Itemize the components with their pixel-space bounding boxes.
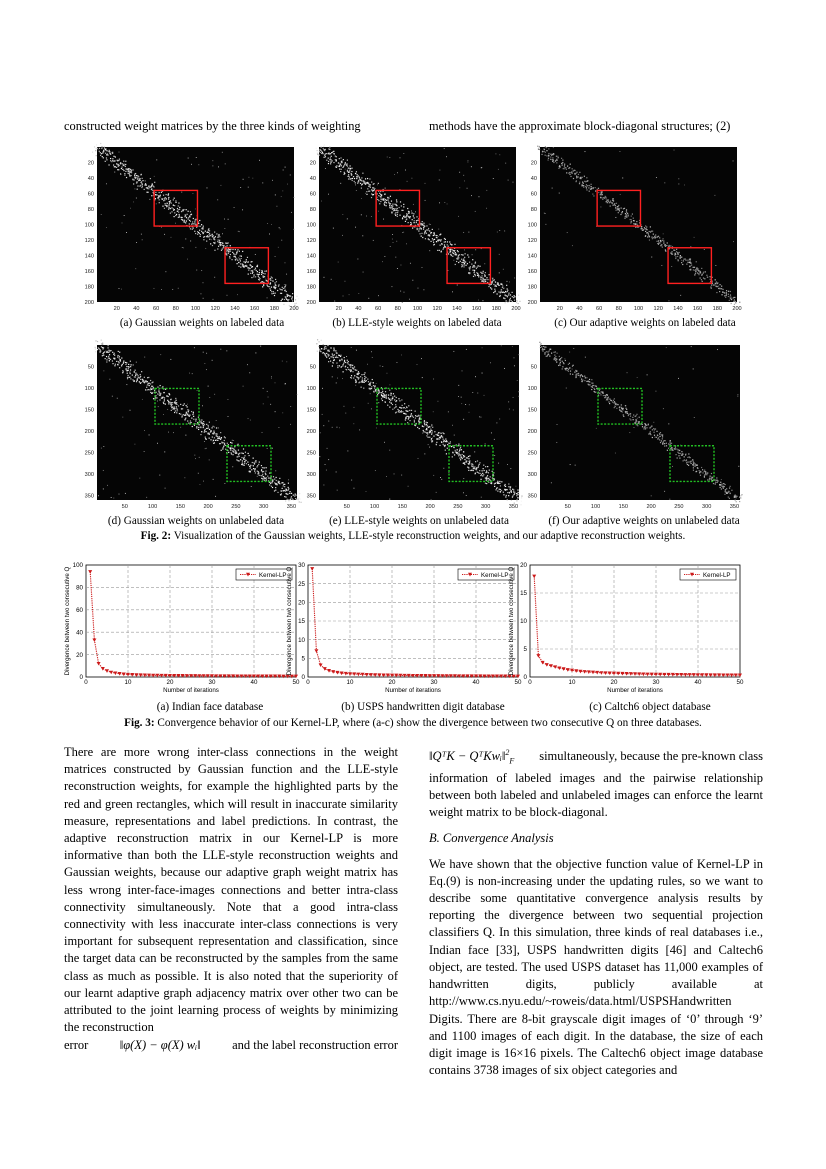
tick-label-x: 300: [258, 504, 269, 510]
tick-label-y: 150: [306, 407, 316, 414]
tick-label-y: 100: [72, 562, 83, 570]
tick-label-x: 20: [388, 679, 396, 686]
tick-label-y: 200: [84, 429, 94, 436]
tick-label-x: 20: [610, 679, 618, 686]
tick-label-x: 10: [346, 679, 354, 686]
tick-label-x: 120: [653, 306, 663, 312]
fig2-caption-e: (e) LLE-style weights on unlabeled data: [329, 515, 509, 527]
legend-label: Kernel-LP: [703, 572, 731, 579]
top-line-right: methods have the approximate block-diagonal structures; (2): [429, 119, 731, 133]
tick-label-y: 250: [84, 450, 94, 457]
tick-label-x: 80: [394, 306, 401, 312]
tick-label-y: 40: [309, 176, 316, 182]
tick-label-x: 20: [166, 679, 174, 686]
tick-label-x: 20: [113, 306, 120, 312]
tick-label-x: 120: [432, 306, 442, 312]
tick-label-x: 10: [568, 679, 576, 686]
tick-label-y: 200: [306, 429, 316, 436]
tick-label-x: 60: [595, 306, 603, 312]
tick-label-x: 150: [397, 504, 408, 510]
fig2-caption-text: Visualization of the Gaussian weights, LLE-style reconstruction weights, and our adaptive reconstruction weights.: [171, 530, 686, 542]
tick-label-x: 40: [133, 306, 140, 312]
tick-label-y: 200: [527, 300, 537, 306]
tick-label-y: 200: [306, 300, 316, 306]
convergence-chart-c: [502, 557, 748, 701]
x-axis-label: Number of iterations: [385, 687, 441, 694]
tick-label-x: 40: [250, 679, 258, 686]
tick-label-y: 300: [527, 472, 537, 479]
tick-label-y: 50: [530, 364, 537, 371]
left-column: [64, 744, 398, 1055]
tick-label-x: 40: [694, 679, 702, 686]
fig2-label: Fig. 2:: [140, 530, 172, 542]
fig3-caption-b: (b) USPS handwritten digit database: [341, 701, 505, 713]
tick-label-x: 200: [425, 504, 435, 510]
tick-label-x: 60: [152, 306, 160, 312]
tick-label-x: 50: [292, 679, 300, 686]
tick-label-y: 150: [527, 407, 537, 414]
tick-label-x: 180: [269, 306, 279, 312]
fig3-caption-a: (a) Indian face database: [156, 701, 264, 713]
tick-label-x: 50: [343, 504, 350, 510]
tick-label-y: 300: [84, 472, 94, 479]
tick-label-y: 80: [309, 207, 316, 213]
tick-label-x: 40: [472, 679, 480, 686]
tick-label-x: 80: [172, 306, 179, 312]
tick-label-y: 20: [530, 160, 537, 167]
tick-label-y: 0: [301, 674, 305, 682]
formula-sub: F: [509, 756, 515, 766]
tick-label-y: 80: [76, 584, 83, 592]
tick-label-y: 5: [523, 646, 527, 654]
weight-matrix-a: [83, 147, 304, 314]
section-heading: B. Convergence Analysis: [429, 831, 554, 846]
tick-label-y: 200: [84, 300, 94, 306]
tick-label-x: 10: [124, 679, 132, 686]
tick-label-y: 160: [84, 269, 94, 275]
tick-label-x: 200: [646, 504, 656, 510]
tick-label-x: 100: [190, 306, 201, 312]
tick-label-x: 140: [673, 306, 683, 312]
tick-label-y: 40: [87, 176, 94, 182]
convergence-chart-b: [280, 557, 526, 701]
y-axis-label: Divergence between two consecutive Q: [508, 566, 515, 676]
tick-label-x: 100: [147, 504, 158, 510]
tick-label-y: 50: [87, 364, 94, 371]
tick-label-y: 60: [309, 191, 316, 198]
tick-label-x: 300: [480, 504, 491, 510]
tick-label-x: 50: [514, 679, 522, 686]
tick-label-x: 60: [374, 306, 382, 312]
tick-label-y: 140: [527, 253, 537, 260]
tick-label-y: 100: [306, 386, 316, 393]
tick-label-y: 250: [527, 450, 537, 457]
tick-label-y: 40: [76, 629, 83, 637]
fig2-caption-d: (d) Gaussian weights on unlabeled data: [107, 515, 285, 527]
fig3-caption-text: Convergence behavior of our Kernel-LP, where (a-c) show the divergence between two consecutive Q on three databases.: [154, 717, 702, 729]
tick-label-x: 40: [355, 306, 362, 312]
tick-label-y: 180: [84, 284, 94, 291]
tick-label-y: 20: [87, 160, 94, 167]
left-last-end: and the label reconstruction error: [232, 1038, 398, 1053]
tick-label-y: 30: [298, 562, 305, 570]
tick-label-x: 120: [210, 306, 220, 312]
tick-label-x: 20: [556, 306, 563, 312]
tick-label-x: 160: [249, 306, 260, 312]
tick-label-y: 180: [306, 284, 316, 291]
tick-label-y: 140: [306, 253, 316, 260]
tick-label-y: 100: [527, 386, 537, 393]
left-paragraph: There are more wrong inter-class connections in the weight matrices constructed by Gaussian function and the LLE-style reconstruction weights, for example the highlighted parts by the red and green rectangles, which will result in inaccurate similarity measure, representations and label predictions. In contrast, the adaptive reconstruction matrix in our Kernel-LP is more informative than both the LLE-style reconstruction weights and Gaussian weights, because our adaptive graph weight matrix has less wrong inter-face-images connections and better intra-class connectivity simultaneously. Note that a good intra-class connectivity with less inaccurate inter-class connections is very important for subsequent representation and classification, since the target data can be reconstructed by the samples from the same class as much as possible. It is also noted that the superiority of our learnt adaptive graph adjacency matrix over other two can be attributed to the joint learning process of weights by minimizing the reconstruction: [64, 745, 398, 1035]
tick-label-x: 0: [528, 679, 532, 686]
tick-label-x: 30: [652, 679, 660, 686]
tick-label-y: 40: [530, 176, 537, 182]
fig2-caption-f: (f) Our adaptive weights on unlabeled data: [548, 515, 740, 527]
weight-matrix-d: [83, 345, 307, 512]
tick-label-x: 150: [175, 504, 186, 510]
tick-label-x: 80: [615, 306, 622, 312]
tick-label-x: 0: [84, 679, 88, 686]
tick-label-y: 200: [527, 429, 537, 436]
tick-label-y: 0: [523, 674, 527, 682]
tick-label-x: 30: [430, 679, 438, 686]
tick-label-x: 250: [674, 504, 684, 510]
tick-label-y: 15: [520, 590, 527, 598]
tick-label-y: 160: [527, 269, 537, 275]
y-axis-label: Divergence between two consecutive Q: [286, 566, 293, 676]
y-axis-label: Divergence between two consecutive Q: [64, 566, 71, 676]
fig2-caption-a: (a) Gaussian weights on labeled data: [119, 317, 285, 329]
chart-legend: [680, 569, 736, 580]
formula-label-error-body: ‖QᵀK − QᵀKwᵢ‖: [429, 749, 506, 764]
top-line-left: constructed weight matrices by the three kinds of weighting: [64, 119, 361, 133]
tick-label-x: 100: [590, 504, 601, 510]
weight-matrix-c: [526, 147, 747, 314]
tick-label-y: 20: [309, 160, 316, 167]
tick-label-x: 50: [736, 679, 744, 686]
tick-label-y: 15: [298, 618, 305, 626]
tick-label-y: 20: [76, 651, 83, 659]
right-first-line-end: simultaneously, because the pre-known class: [539, 749, 763, 764]
tick-label-y: 350: [306, 493, 316, 500]
formula-reconstruction-error: ‖φ(X) − φ(X) wᵢ‖: [119, 1038, 201, 1053]
tick-label-x: 250: [231, 504, 241, 510]
tick-label-x: 30: [208, 679, 216, 686]
tick-label-y: 50: [309, 364, 316, 371]
tick-label-x: 140: [230, 306, 240, 312]
tick-label-y: 100: [84, 386, 94, 393]
tick-label-x: 200: [289, 306, 299, 312]
tick-label-y: 160: [306, 269, 316, 275]
tick-label-y: 10: [520, 618, 527, 626]
legend-label: Kernel-LP: [259, 572, 287, 579]
tick-label-x: 150: [618, 504, 629, 510]
legend-label: Kernel-LP: [481, 572, 509, 579]
tick-label-y: 10: [298, 636, 305, 644]
tick-label-y: 80: [530, 207, 537, 213]
tick-label-x: 180: [712, 306, 722, 312]
tick-label-x: 100: [633, 306, 644, 312]
left-last-start: error: [64, 1038, 89, 1053]
tick-label-y: 350: [527, 493, 537, 500]
tick-label-y: 120: [306, 238, 316, 244]
tick-label-x: 350: [729, 504, 740, 510]
fig3-caption: [0, 717, 826, 729]
fig2-caption-c: (c) Our adaptive weights on labeled data: [554, 317, 736, 329]
tick-label-x: 300: [701, 504, 712, 510]
convergence-chart-a: [58, 557, 304, 701]
tick-label-y: 120: [527, 238, 537, 244]
weight-matrix-f: [526, 345, 750, 512]
tick-label-y: 0: [79, 674, 83, 682]
tick-label-x: 200: [511, 306, 521, 312]
formula-label-error: [429, 744, 514, 770]
tick-label-x: 180: [491, 306, 501, 312]
right-column: [429, 744, 763, 1079]
tick-label-x: 0: [306, 679, 310, 686]
fig2-caption: [0, 530, 826, 542]
tick-label-y: 350: [84, 493, 94, 500]
tick-label-x: 200: [203, 504, 213, 510]
tick-label-y: 100: [84, 222, 94, 229]
tick-label-x: 40: [576, 306, 583, 312]
tick-label-x: 250: [453, 504, 463, 510]
left-last-line: [64, 1037, 398, 1054]
tick-label-x: 50: [564, 504, 571, 510]
fig2-caption-b: (b) LLE-style weights on labeled data: [332, 317, 502, 329]
tick-label-y: 80: [87, 207, 94, 213]
tick-label-x: 100: [412, 306, 423, 312]
tick-label-x: 350: [508, 504, 519, 510]
tick-label-x: 20: [335, 306, 342, 312]
tick-label-y: 250: [306, 450, 316, 457]
tick-label-x: 160: [471, 306, 482, 312]
tick-label-y: 60: [76, 607, 83, 614]
formula-sup: 2: [505, 748, 510, 757]
tick-label-x: 200: [732, 306, 742, 312]
tick-label-y: 60: [87, 191, 94, 198]
tick-label-y: 60: [530, 191, 537, 198]
tick-label-y: 140: [84, 253, 94, 260]
tick-label-y: 100: [306, 222, 316, 229]
tick-label-y: 120: [84, 238, 94, 244]
right-paragraph-2: We have shown that the objective function value of Kernel-LP in Eq.(9) is non-increasing under the updating rules, so we want to describe some quantitative convergence analysis results by reporting the divergence between two sequential projection classifiers Q. In this simulation, three kinds of real databases i.e., Indian face [33], USPS handwritten digits [46] and Caltech6 object, are tested. The used USPS dataset has 11,000 examples of handwritten digits, publicly available at http://www.cs.nyu.edu/~roweis/data.html/USPSHandwritten Digits. There are 8-bit grayscale digit images of ‘0’ through ‘9’ and 1100 images of each digit. In the database, the size of each digit image is 16×16 pixels. The Caltech6 object image database contains 3738 images of six object categories and: [429, 856, 763, 1078]
tick-label-x: 160: [692, 306, 703, 312]
tick-label-y: 20: [520, 562, 527, 570]
tick-label-y: 300: [306, 472, 316, 479]
weight-matrix-e: [305, 345, 529, 512]
tick-label-x: 50: [121, 504, 128, 510]
x-axis-label: Number of iterations: [607, 687, 663, 694]
tick-label-y: 180: [527, 284, 537, 291]
right-paragraph-1: information of labeled images and the pairwise relationship between both labeled and unlabeled images can enforce the learnt weight matrix to be block-diagonal.: [429, 770, 763, 820]
fig3-label: Fig. 3:: [124, 717, 155, 729]
x-axis-label: Number of iterations: [163, 687, 219, 694]
right-first-line: [429, 744, 763, 770]
tick-label-x: 350: [286, 504, 297, 510]
tick-label-x: 140: [452, 306, 462, 312]
tick-label-y: 100: [527, 222, 537, 229]
weight-matrix-b: [305, 147, 526, 314]
tick-label-y: 25: [298, 580, 305, 588]
tick-label-x: 100: [369, 504, 380, 510]
tick-label-y: 150: [84, 407, 94, 414]
fig3-caption-c: (c) Caltch6 object database: [589, 701, 711, 713]
tick-label-y: 5: [301, 655, 305, 663]
tick-label-y: 20: [298, 599, 305, 607]
